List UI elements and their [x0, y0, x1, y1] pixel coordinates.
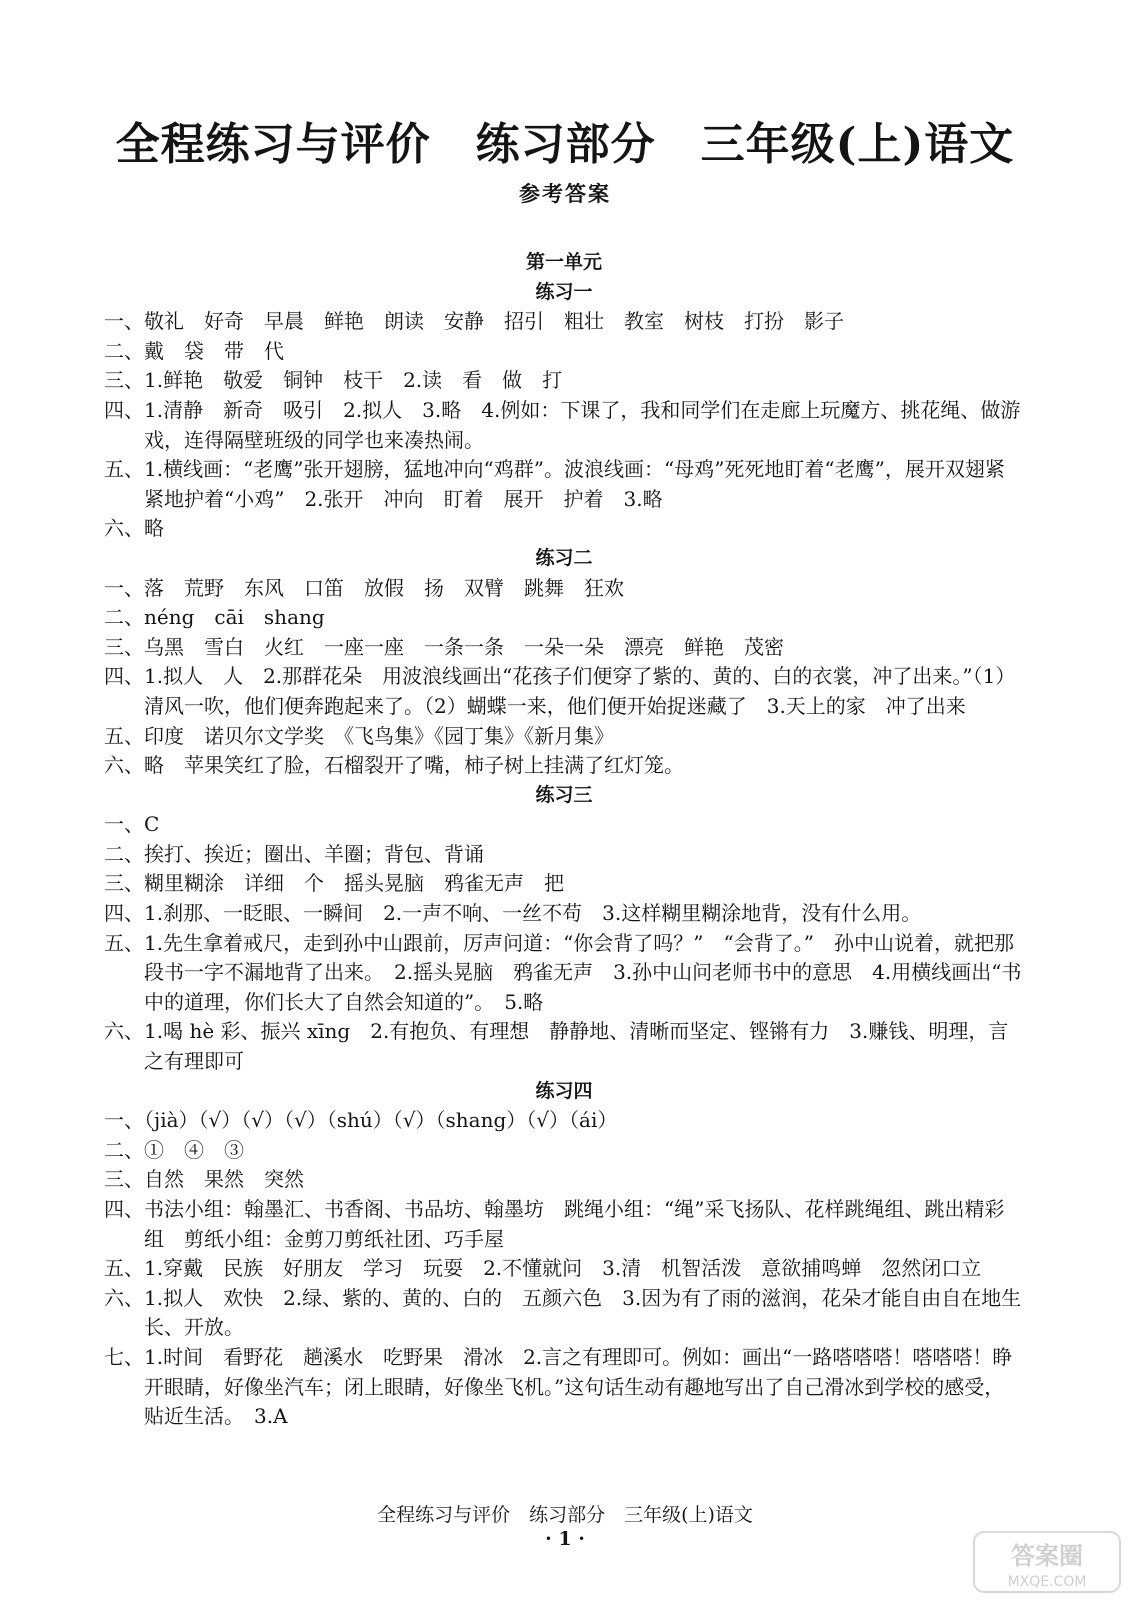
answer-line: 六、1.喝 hè 彩、振兴 xīng 2.有抱负、有理想 静静地、清晰而坚定、铿锵有力 3.赚钱、明理，言之有理即可 — [104, 1019, 1009, 1074]
answer-line: 三、自然 果然 突然 — [104, 1167, 304, 1192]
answer-line: 二、néng cāi shang — [104, 605, 325, 630]
watermark-text: 答案圈 — [1011, 1542, 1083, 1570]
answer-line: 四、1.清静 新奇 吸引 2.拟人 3.略 4.例如：下课了，我和同学们在走廊上玩魔方、挑花绳、做游戏，连得隔壁班级的同学也来凑热闹。 — [104, 397, 1021, 452]
answer-line: 六、略 — [104, 516, 164, 541]
exercise-title: 练习一 — [535, 280, 593, 303]
answer-line: 六、1.拟人 欢快 2.绿、紫的、黄的、白的 五颜六色 3.因为有了雨的滋润，花朵才能自由自在地生长、开放。 — [104, 1285, 1022, 1340]
exercise-1 — [104, 278, 1024, 544]
answer-line: 一、敬礼 好奇 早晨 鲜艳 朗读 安静 招引 粗壮 教室 树枝 打扮 影子 — [104, 309, 844, 334]
answer-line: 三、糊里糊涂 详细 个 摇头晃脑 鸦雀无声 把 — [104, 871, 564, 896]
watermark-domain: MXQE.COM — [1007, 1574, 1087, 1590]
answer-line: 一、落 荒野 东风 口笛 放假 扬 双臂 跳舞 狂欢 — [104, 575, 624, 600]
answer-line: 二、戴 袋 带 代 — [104, 338, 284, 363]
answer-line: 七、1.时间 看野花 趟溪水 吃野果 滑冰 2.言之有理即可。例如：画出“一路嗒嗒嗒！嗒嗒嗒！睁开眼睛，好像坐汽车；闭上眼睛，好像坐飞机。”这句话生动有趣地写出了自己滑冰到学校的感受，贴近生活。 3.A — [104, 1344, 1013, 1429]
unit-title: 第一单元 — [525, 251, 602, 273]
answer-line: 五、1.横线画：“老鹰”张开翅膀，猛地冲向“鸡群”。波浪线画：“母鸡”死死地盯着“老鹰”，展开双翅紧紧地护着“小鸡” 2.张开 冲向 盯着 展开 护着 3.略 — [104, 457, 1005, 511]
answer-line: 六、略 苹果笑红了脸，石榴裂开了嘴，柿子树上挂满了红灯笼。 — [104, 753, 684, 778]
page-title: 全程练习与评价 练习部分 三年级(上)语文 — [115, 119, 1015, 170]
answer-line: 五、1.先生拿着戒尺，走到孙中山跟前，厉声问道：“你会背了吗？” “会背了。” 孙中山说着，就把那段书一字不漏地背了出来。 2.摇头晃脑 鸦雀无声 3.孙中山问老师书中的意思 4.用横线画出“书中的道理，你们长大了自然会知道的”。 5.略 — [104, 930, 1022, 1014]
page-footer: 全程练习与评价 练习部分 三年级(上)语文 — [377, 1504, 753, 1526]
exercise-3 — [104, 781, 1024, 1077]
watermark-icon — [972, 1530, 1122, 1594]
answer-line: 一、（jià）（√）（√）（√）（shú）（√）（shang）（√）（ái） — [104, 1108, 618, 1133]
answer-line: 五、印度 诺贝尔文学奖 《飞鸟集》《园丁集》《新月集》 — [104, 723, 614, 748]
exercise-title: 练习四 — [535, 1079, 593, 1102]
answer-line: 五、1.穿戴 民族 好朋友 学习 玩耍 2.不懂就问 3.清 机智活泼 意欲捕鸣蝉 忽然闭口立 — [104, 1256, 982, 1281]
answer-key-heading: 参考答案 — [519, 181, 611, 206]
watermark-logo — [972, 1530, 1122, 1594]
exercise-4 — [104, 1077, 1024, 1432]
exercise-title: 练习二 — [535, 546, 593, 569]
answer-line: 二、① ④ ③ — [104, 1137, 244, 1162]
answer-line: 三、乌黑 雪白 火红 一座一座 一条一条 一朵一朵 漂亮 鲜艳 茂密 — [104, 634, 784, 659]
exercise-title: 练习三 — [535, 783, 593, 806]
answer-line: 四、书法小组：翰墨汇、书香阁、书品坊、翰墨坊 跳绳小组：“绳”采飞扬队、花样跳绳组、跳出精彩组 剪纸小组：金剪刀剪纸社团、巧手屋 — [104, 1197, 1005, 1251]
answer-content — [104, 244, 1024, 1432]
answer-line: 三、1.鲜艳 敬爱 铜钟 枝干 2.读 看 做 打 — [104, 368, 563, 393]
answer-line: 四、1.拟人 人 2.那群花朵 用波浪线画出“花孩子们便穿了紫的、黄的、白的衣裳，冲了出来。”（1）清风一吹，他们便奔跑起来了。（2）蝴蝶一来，他们便开始捉迷藏了 3.天上的家 冲了出来 — [104, 664, 1016, 718]
answer-line: 二、挨打、挨近；圈出、羊圈；背包、背诵 — [104, 841, 484, 866]
answer-line: 一、C — [104, 812, 160, 837]
answer-line: 四、1.刹那、一眨眼、一瞬间 2.一声不响、一丝不苟 3.这样糊里糊涂地背，没有什么用。 — [104, 901, 922, 926]
exercise-2 — [104, 544, 1024, 781]
page-number: · 1 · — [545, 1528, 585, 1550]
